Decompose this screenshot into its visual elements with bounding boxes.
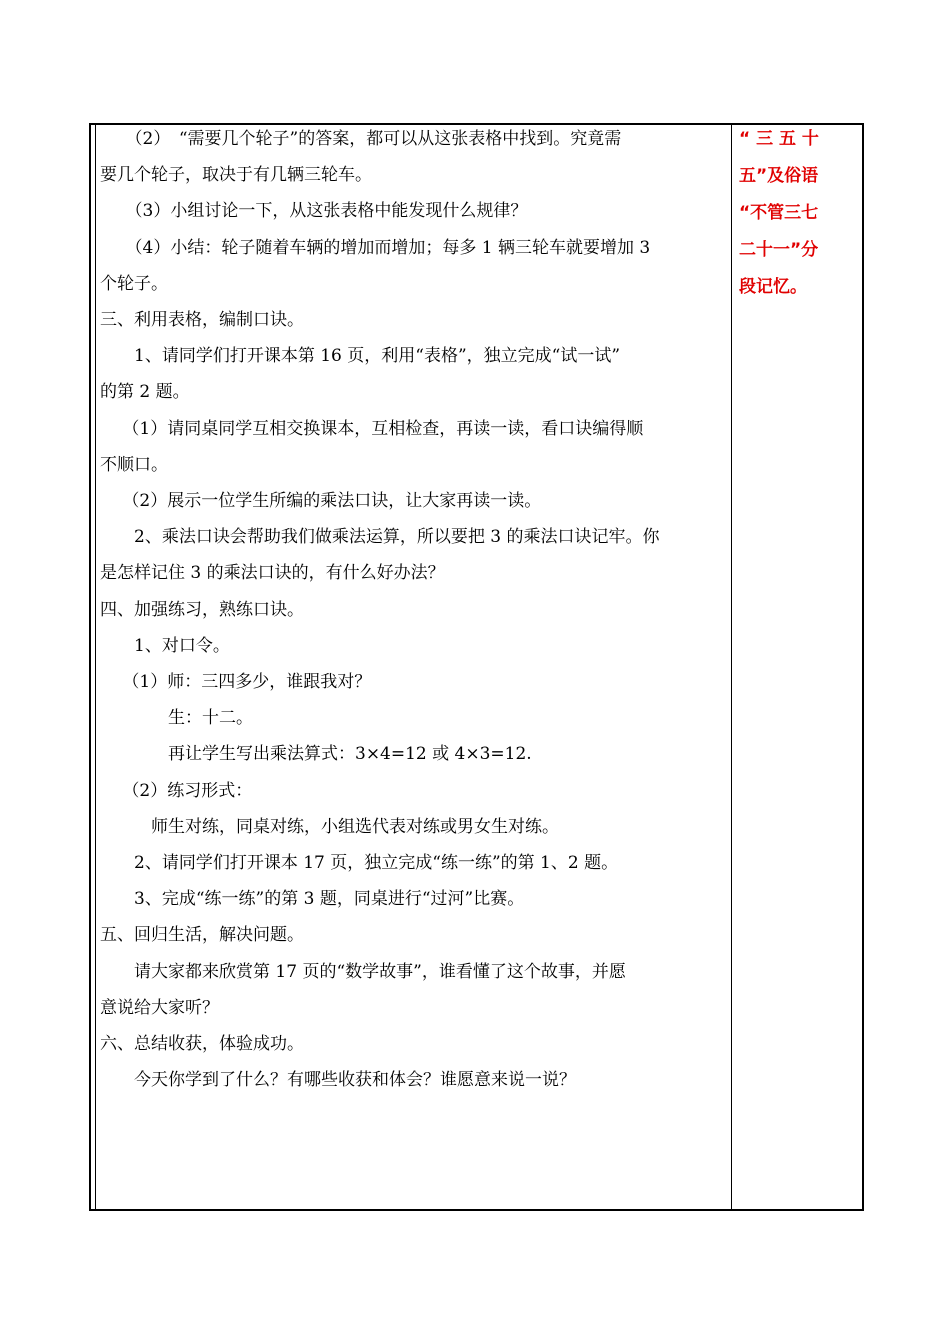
column-divider (731, 123, 732, 1209)
text-line: 师生对练，同桌对练，小组选代表对练或男女生对练。 (100, 817, 559, 837)
side-note-line: “不管三七 (739, 203, 819, 223)
text-line: （2） “需要几个轮子”的答案，都可以从这张表格中找到。究竟需 (100, 129, 622, 149)
text-line: 1、请同学们打开课本第 16 页，利用“表格”，独立完成“试一试” (100, 346, 621, 366)
text-line: （2）练习形式： (100, 781, 253, 801)
side-note-line: “ 三 五 十 (739, 129, 819, 149)
text-line: 要几个轮子，取决于有几辆三轮车。 (100, 165, 372, 185)
text-line: 意说给大家听？ (100, 998, 219, 1018)
text-line: （1）师：三四多少，谁跟我对？ (100, 672, 372, 692)
text-line: 2、请同学们打开课本 17 页，独立完成“练一练”的第 1、2 题。 (100, 853, 619, 873)
table-inner-left-border (95, 123, 96, 1209)
text-line: 生：十二。 (100, 708, 253, 728)
text-line: 2、乘法口诀会帮助我们做乘法运算，所以要把 3 的乘法口诀记牢。你 (100, 527, 660, 547)
text-line: （1）请同桌同学互相交换课本，互相检查，再读一读，看口诀编得顺 (100, 419, 644, 439)
text-line: 1、对口令。 (100, 636, 230, 656)
section-heading: 五、回归生活，解决问题。 (100, 925, 304, 945)
text-line: （2）展示一位学生所编的乘法口诀，让大家再读一读。 (100, 491, 542, 511)
text-line: 不顺口。 (100, 455, 168, 475)
text-line: 今天你学到了什么？有哪些收获和体会？谁愿意来说一说？ (100, 1070, 576, 1090)
side-note-line: 五”及俗语 (739, 166, 819, 186)
section-heading: 六、总结收获，体验成功。 (100, 1034, 304, 1054)
text-line: （3）小组讨论一下，从这张表格中能发现什么规律？ (100, 201, 528, 221)
text-line: 是怎样记住 3 的乘法口诀的，有什么好办法？ (100, 563, 445, 583)
text-line: 的第 2 题。 (100, 382, 190, 402)
text-line: 个轮子。 (100, 274, 168, 294)
text-line: 3、完成“练一练”的第 3 题，同桌进行“过河”比赛。 (100, 889, 525, 909)
text-line: （4）小结：轮子随着车辆的增加而增加；每多 1 辆三轮车就要增加 3 (100, 238, 651, 258)
side-note-line: 二十一”分 (739, 240, 819, 260)
text-line: 请大家都来欣赏第 17 页的“数学故事”，谁看懂了这个故事，并愿 (100, 962, 626, 982)
text-line: 再让学生写出乘法算式：3×4=12 或 4×3=12. (100, 744, 532, 764)
side-note-line: 段记忆。 (739, 277, 807, 297)
section-heading: 三、利用表格，编制口诀。 (100, 310, 304, 330)
section-heading: 四、加强练习，熟练口诀。 (100, 600, 304, 620)
